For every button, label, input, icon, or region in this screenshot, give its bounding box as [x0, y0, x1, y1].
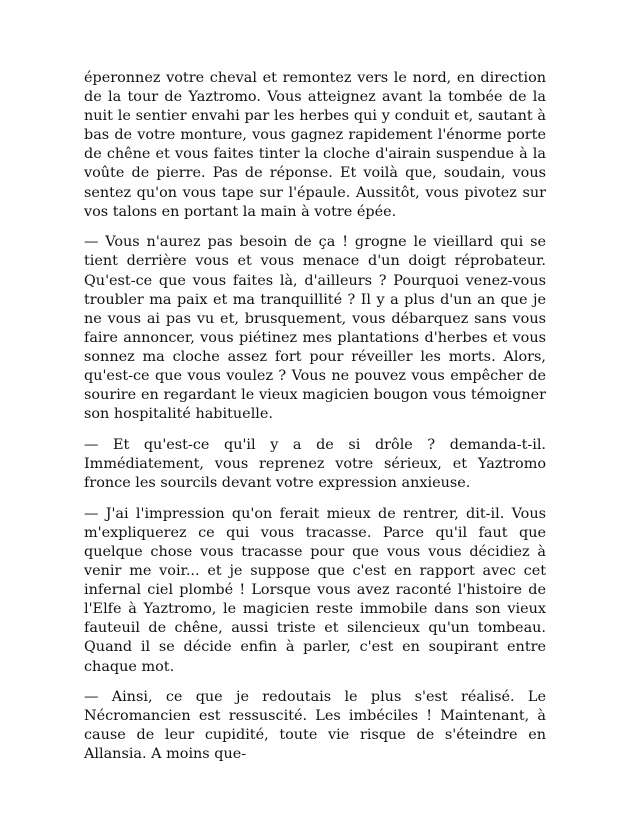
paragraph-4: — J'ai l'impression qu'on ferait mieux de rentrer, dit-il. Vous m'expliquerez ce qui vous tracasse. Parce qu'il faut que quelque chose vous tracasse pour que vous vous décidiez à venir me voir... et je suppose que c'est en rapport avec cet infernal ciel plombé ! Lorsque vous avez raconté l'histoire de l'Elfe à Yaztromo, le magicien reste immobile dans son vieux fauteuil de chêne, aussi triste et silencieux qu'un tombeau. Quand il se décide enfin à parler, c'est en soupirant entre chaque mot. [84, 505, 546, 675]
paragraph-3: — Et qu'est-ce qu'il y a de si drôle ? demanda-t-il. Immédiatement, vous reprenez votre sérieux, et Yaztromo fronce les sourcils devant votre expression anxieuse. [84, 436, 546, 492]
paragraph-5: — Ainsi, ce que je redoutais le plus s'est réalisé. Le Nécromancien est ressuscité. Les imbéciles ! Maintenant, à cause de leur cupidité, toute vie risque de s'éteindre en Allansia. A moins que- [84, 689, 546, 763]
paragraph-1: éperonnez votre cheval et remontez vers le nord, en direction de la tour de Yaztromo. Vous atteignez avant la tombée de la nuit le sentier envahi par les herbes qui y conduit et, sautant à bas de votre monture, vous gagnez rapidement l'énorme porte de chêne et vous faites tinter la cloche d'airain suspendue à la voûte de pierre. Pas de réponse. Et voilà que, soudain, vous sentez qu'on vous tape sur l'épaule. Aussitôt, vous pivotez sur vos talons en portant la main à votre épée. [84, 70, 546, 220]
paragraph-2: — Vous n'aurez pas besoin de ça ! grogne le vieillard qui se tient derrière vous et vous menace d'un doigt réprobateur. Qu'est-ce que vous faites là, d'ailleurs ? Pourquoi venez-vous troubler ma paix et ma tranquillité ? Il y a plus d'un an que je ne vous ai pas vu et, brusquement, vous débarquez sans vous faire annoncer, vous piétinez mes plantations d'herbes et vous sonnez ma cloche assez fort pour réveiller les morts. Alors, qu'est-ce que vous voulez ? Vous ne pouvez vous empêcher de sourire en regardant le vieux magicien bougon vous témoigner son hospitalité habituelle. [84, 234, 546, 423]
document-page [84, 69, 546, 776]
